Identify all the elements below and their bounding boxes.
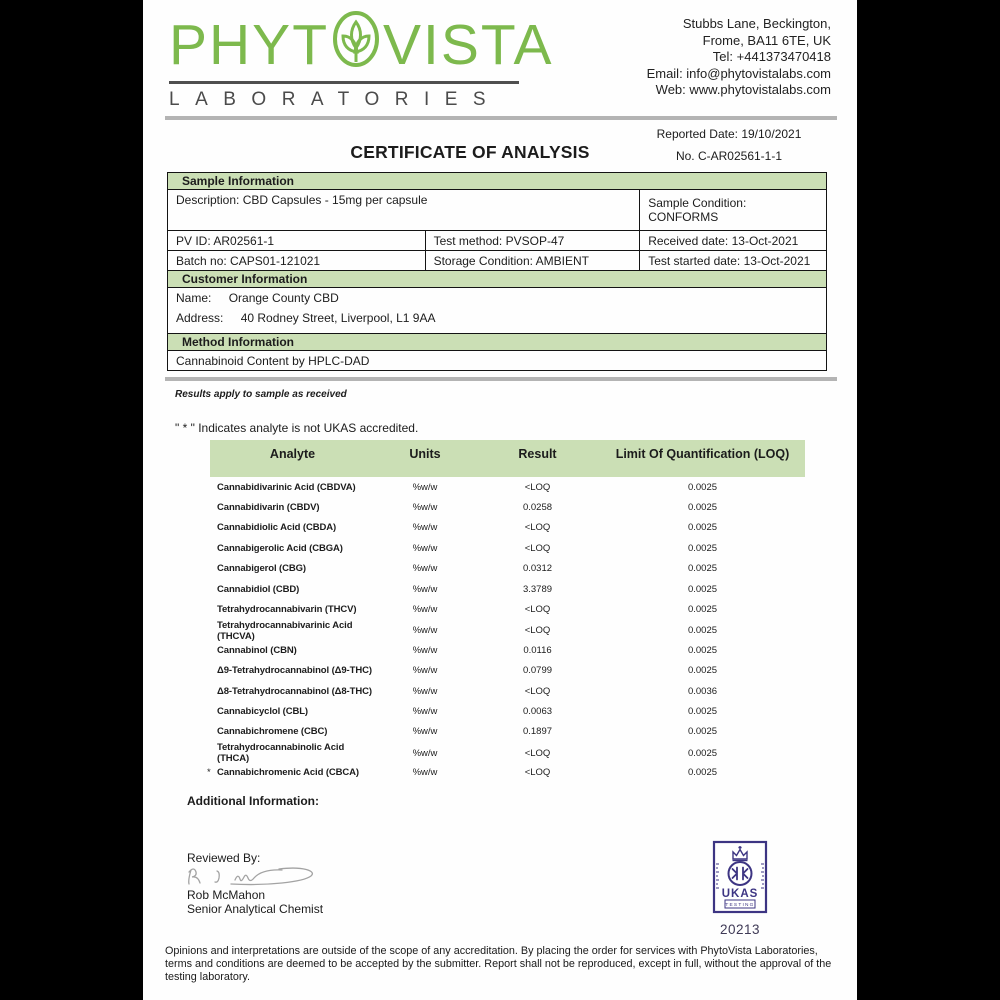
customer-name-line <box>176 291 818 305</box>
analyte-result: 0.0799 <box>522 665 553 677</box>
analyte-result: <LOQ <box>524 604 551 616</box>
section-divider <box>165 377 837 381</box>
method-name: Cannabinoid Content by HPLC-DAD <box>168 351 827 371</box>
analyte-result: 0.0063 <box>522 705 553 717</box>
results-table-row <box>210 477 805 497</box>
results-table-row <box>210 661 805 681</box>
analyte-loq: 0.0025 <box>687 747 718 759</box>
logo-text-phyt: PHYT <box>169 13 330 77</box>
results-table-row <box>210 701 805 721</box>
analyte-loq: 0.0025 <box>687 502 718 514</box>
page-title: CERTIFICATE OF ANALYSIS <box>350 142 590 162</box>
results-table-row <box>210 497 805 517</box>
customer-name-label: Name: <box>176 291 212 305</box>
col-header-units: Units <box>409 447 441 461</box>
analyte-loq: 0.0025 <box>687 644 718 656</box>
results-table-row <box>210 559 805 579</box>
reviewer-title: Senior Analytical Chemist <box>187 902 324 916</box>
ukas-number: 20213 <box>719 922 761 937</box>
analyte-name: Cannabinol (CBN) <box>217 644 297 656</box>
logo-wordmark <box>169 10 554 80</box>
address-line: Frome, BA11 6TE, UK <box>702 32 831 48</box>
reported-date: Reported Date: 19/10/2021 <box>656 127 802 141</box>
analyte-name: Tetrahydrocannabivarinic Acid (THCVA) <box>217 619 353 642</box>
analyte-loq: 0.0025 <box>687 481 718 493</box>
analyte-loq: 0.0025 <box>687 583 718 595</box>
analyte-result: 0.0312 <box>522 563 553 575</box>
analyte-name: Δ9-Tetrahydrocannabinol (Δ9-THC) <box>217 665 372 677</box>
analyte-units: %w/w <box>412 604 438 616</box>
test-method: Test method: PVSOP-47 <box>425 231 640 251</box>
analyte-units: %w/w <box>412 665 438 677</box>
ukas-accreditation-mark <box>707 840 773 937</box>
customer-address-label: Address: <box>176 311 224 325</box>
results-table-row <box>207 762 805 782</box>
results-table-row <box>210 518 805 538</box>
analyte-result: 0.0116 <box>523 644 552 656</box>
method-info-header: Method Information <box>168 334 827 351</box>
storage-condition: Storage Condition: AMBIENT <box>425 251 640 271</box>
sample-info-header: Sample Information <box>168 173 827 190</box>
analyte-units: %w/w <box>412 522 438 534</box>
analyte-loq: 0.0025 <box>687 542 718 554</box>
analyte-result: 3.3789 <box>522 583 553 595</box>
analyte-result: <LOQ <box>524 747 551 759</box>
analyte-loq: 0.0025 <box>687 705 718 717</box>
phytovista-logo <box>169 10 554 111</box>
analyte-units: %w/w <box>412 726 438 738</box>
results-table-row <box>210 579 805 599</box>
customer-info-body <box>168 288 827 334</box>
certificate-number: No. C-AR02561-1-1 <box>675 149 783 163</box>
batch-no: Batch no: CAPS01-121021 <box>168 251 426 271</box>
analyte-loq: 0.0025 <box>687 767 718 779</box>
results-table-row <box>210 620 805 640</box>
col-header-loq: Limit Of Quantification (LOQ) <box>615 447 790 461</box>
results-table-row <box>210 681 805 701</box>
analyte-units: %w/w <box>412 502 438 514</box>
analyte-loq: 0.0025 <box>687 563 718 575</box>
col-header-result: Result <box>518 447 557 461</box>
results-rows <box>207 477 805 783</box>
analyte-units: %w/w <box>412 644 438 656</box>
reviewed-by-label: Reviewed By: <box>187 851 261 865</box>
customer-info-header: Customer Information <box>168 271 827 288</box>
analyte-result: 0.1897 <box>522 726 553 738</box>
analyte-units: %w/w <box>412 583 438 595</box>
analyte-units: %w/w <box>412 685 438 697</box>
analyte-loq: 0.0025 <box>687 726 718 738</box>
analyte-name: Cannabichromene (CBC) <box>217 726 328 738</box>
analyte-name: Cannabidiolic Acid (CBDA) <box>217 522 337 534</box>
footer-disclaimer: Opinions and interpretations are outside of the scope of any accreditation. By placing the order for services with PhytoVista Laboratories, terms and conditions are deemed to be accepted by the submitter. Report shall not be reproduced, except in full, without the approval of the testing laboratory. <box>165 945 832 983</box>
analyte-name: Cannabidiol (CBD) <box>217 583 300 595</box>
results-table-row <box>210 722 805 742</box>
analyte-loq: 0.0036 <box>687 685 718 697</box>
customer-name-value: Orange County CBD <box>228 291 339 305</box>
ukas-logo-icon <box>710 840 770 916</box>
analyte-result: <LOQ <box>524 767 551 779</box>
analyte-result: <LOQ <box>524 481 551 493</box>
results-table-header <box>210 440 805 477</box>
address-line: Stubbs Lane, Beckington, <box>682 16 831 31</box>
customer-address-line <box>176 311 818 325</box>
info-table <box>167 172 827 371</box>
lab-contact-block <box>647 16 831 99</box>
analyte-units: %w/w <box>412 563 438 575</box>
analyte-name: Cannabicyclol (CBL) <box>217 705 308 717</box>
analyte-result: <LOQ <box>524 625 551 637</box>
sample-condition: Sample Condition: CONFORMS <box>640 190 827 231</box>
analyte-name: Cannabichromenic Acid (CBCA) <box>217 767 360 779</box>
header-divider <box>165 116 837 120</box>
ukas-category-text: TESTING <box>725 903 755 908</box>
pv-id: PV ID: AR02561-1 <box>168 231 426 251</box>
results-table-row <box>210 640 805 660</box>
analyte-name: Cannabigerolic Acid (CBGA) <box>217 542 343 554</box>
email-line: Email: info@phytovistalabs.com <box>646 65 831 81</box>
accreditation-note: " * " Indicates analyte is not UKAS accredited. <box>175 421 419 435</box>
reviewer-name: Rob McMahon <box>187 888 266 902</box>
analyte-units: %w/w <box>412 625 438 637</box>
col-header-analyte: Analyte <box>269 447 316 461</box>
analyte-name: Tetrahydrocannabinolic Acid (THCA) <box>217 742 345 765</box>
logo-laboratories-text: LABORATORIES <box>169 89 502 110</box>
additional-info-label: Additional Information: <box>187 794 319 808</box>
not-accredited-asterisk: * <box>207 767 211 779</box>
customer-address-value: 40 Rodney Street, Liverpool, L1 9AA <box>240 311 436 325</box>
analyte-loq: 0.0025 <box>687 522 718 534</box>
analyte-units: %w/w <box>412 767 438 779</box>
results-table-row <box>210 742 805 765</box>
analyte-result: <LOQ <box>524 522 551 534</box>
analyte-name: Cannabigerol (CBG) <box>217 563 306 575</box>
analyte-name: Cannabidivarinic Acid (CBDVA) <box>217 481 356 493</box>
analyte-units: %w/w <box>412 747 438 759</box>
analyte-result: <LOQ <box>524 542 551 554</box>
analyte-result: 0.0258 <box>522 502 553 514</box>
analyte-name: Cannabidivarin (CBDV) <box>217 502 320 514</box>
leaf-o-icon <box>331 10 381 80</box>
test-started-date: Test started date: 13-Oct-2021 <box>640 251 827 271</box>
analyte-units: %w/w <box>412 542 438 554</box>
logo-text-vista: VISTA <box>383 13 554 77</box>
analyte-name: Δ8-Tetrahydrocannabinol (Δ8-THC) <box>217 685 372 697</box>
phone-line: Tel: +441373470418 <box>712 49 831 64</box>
web-line: Web: www.phytovistalabs.com <box>655 82 831 97</box>
sample-description: Description: CBD Capsules - 15mg per capsule <box>168 190 640 231</box>
ukas-name-text: UKAS <box>721 888 759 900</box>
analyte-name: Tetrahydrocannabivarin (THCV) <box>217 604 357 616</box>
certificate-page <box>143 0 857 1000</box>
logo-divider-line <box>169 81 519 84</box>
analyte-result: <LOQ <box>524 685 551 697</box>
analyte-units: %w/w <box>412 481 438 493</box>
results-apply-note: Results apply to sample as received <box>175 389 347 400</box>
results-table-row <box>210 599 805 619</box>
analyte-loq: 0.0025 <box>687 625 718 637</box>
analyte-units: %w/w <box>412 705 438 717</box>
received-date: Received date: 13-Oct-2021 <box>640 231 827 251</box>
analyte-loq: 0.0025 <box>687 665 718 677</box>
results-table-row <box>210 538 805 558</box>
analyte-loq: 0.0025 <box>687 604 718 616</box>
